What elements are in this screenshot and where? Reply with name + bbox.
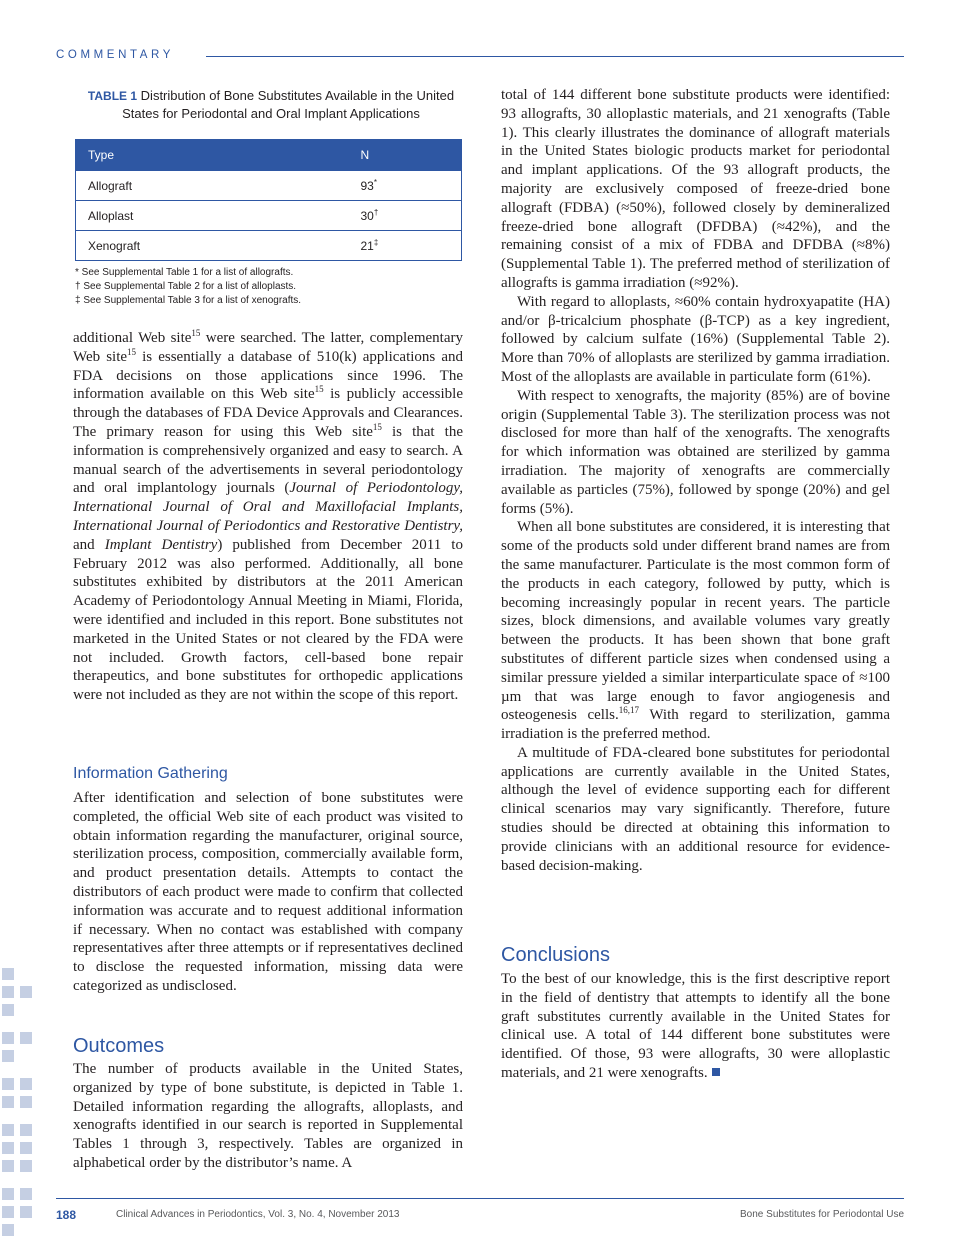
- information-gathering-text: [73, 789, 463, 996]
- cell-n-mark: †: [373, 208, 379, 217]
- table-header-row: [76, 140, 462, 171]
- paragraph: total of 144 different bone substitute products were identified: 93 allografts, 30 alloplastic materials, and 21 xenografts (Table 1). This clearly illustrates the dominance of allograft materials in the United States biologic products market for periodontal and implant applications. Of the 93 allograft products, the majority are exclusively composed of freeze-dried bone allograft (FDBA) (≈50%), followed closely by demineralized freeze-dried bone allograft (DFDBA) (≈42%), and the remaining consist of a mix of FDBA and DFDBA (≈8%) (Supplemental Table 1). The preferred method of sterilization of allografts is gamma irradiation (≈92%).: [501, 87, 890, 291]
- table-row: [76, 171, 462, 201]
- conclusions-text: [501, 970, 890, 1083]
- paragraph: additional Web site$^{15}$ were searched. The latter, complementary Web site$^{15}$ is essentially a database of 510(k) applications and FDA decisions on those applications since 1996. The information available on this Web site$^{15}$ is publicly accessible through the databases of FDA Device Approvals and Clearances. The primary reason for using this Web site$^{15}$ is that the information is comprehensively organized and easy to search. A manual search of the advertisements in several periodontology and oral implantology journals (Journal of Periodontology, International Journal of Oral and Maxillofacial Implants, International Journal of Periodontics and Restorative Dentistry, and Implant Dentistry) published from December 2011 to February 2012 was also performed. Additionally, all bone substitutes exhibited by distributors at the 2011 American Academy of Periodontology Annual Meeting in Miami, Florida, were identified and included in this report. Bone substitutes not marketed in the United States or not cleared by the FDA were not included. Growth factors, cell-based bone repair therapeutics, and bone substitutes for orthopedic applications were not included as they are not within the scope of this report.: [73, 328, 464, 704]
- heading-conclusions: Conclusions: [501, 944, 610, 966]
- heading-outcomes: Outcomes: [73, 1035, 165, 1057]
- table-caption: [76, 87, 466, 123]
- footnote: ‡ See Supplemental Table 3 for a list of xenografts.: [75, 295, 302, 306]
- paragraph: To the best of our knowledge, this is the first descriptive report in the field of dentistry that attempts to identify all the bone graft substitutes currently available in the United States for clinical use. A total of 144 different bone substitutes were identified. Of those, 93 were allografts, 30 were alloplastic materials, and 21 were xenografts.: [501, 971, 890, 1081]
- cell-type: Alloplast: [76, 201, 361, 231]
- paragraph: After identification and selection of bone substitutes were completed, the official Web site of each product was visited to obtain information regarding the manufacturer, original source, sterilization process, composition, commercially available form, and product presentation details. Attempts to contact the distributors of each product were made to confirm that collected information was accurate and to request additional information if necessary. When no contact was established with company representatives after three attempts or if representatives declined to disclose the requested information, missing data were categorized as undisclosed.: [73, 790, 463, 994]
- outcomes-text: [73, 1060, 463, 1173]
- footnote: † See Supplemental Table 2 for a list of alloplasts.: [75, 281, 297, 292]
- paragraph: With respect to xenografts, the majority (85%) are of bovine origin (Supplemental Table 3). The sterilization process was not disclosed for more than half of the xenografts. The xenografts for which information was obtained are sterilized by gamma irradiation. The majority of xenografts are commercially available as particles (75%), followed by sponge (20%) and gel forms (5%).: [501, 387, 890, 517]
- cell-n-value: 21: [360, 239, 374, 253]
- left-column-text: [73, 329, 463, 705]
- cell-n-value: 30: [360, 209, 374, 223]
- journal-citation: Clinical Advances in Periodontics, Vol. 3, No. 4, November 2013: [116, 1209, 400, 1220]
- section-label: COMMENTARY: [56, 49, 174, 61]
- cell-n-mark: *: [373, 178, 377, 187]
- cell-n: [361, 201, 462, 231]
- cell-type: Allograft: [76, 171, 361, 201]
- distribution-table: [75, 139, 462, 261]
- running-header: [56, 49, 904, 63]
- column-header-type: Type: [76, 140, 361, 171]
- table-row: [76, 201, 462, 231]
- sidebar-decoration: [0, 960, 36, 1242]
- header-rule: [206, 56, 904, 57]
- table-footnotes: [75, 266, 465, 308]
- paragraph: When all bone substitutes are considered, it is interesting that some of the products sold under different brand names are from the same manufacturer. Particulate is the most common form of the products in each category, followed by putty, which is becoming increasingly popular in recent years. The particle sizes, block dimensions, and available volumes vary greatly between the products. It has been shown that bone graft substitutes of different particle sizes when condensed using a similar pressure yielded a similar interparticulate space of ≈100 µm that was large enough to favor angiogenesis and osteogenesis cells.$^{16,17}$ With regard to sterilization, gamma irradiation is the preferred method.: [501, 519, 891, 743]
- footnote: * See Supplemental Table 1 for a list of allografts.: [75, 267, 294, 278]
- footer-rule: [56, 1198, 904, 1199]
- paragraph: The number of products available in the United States, organized by type of bone substitute, is depicted in Table 1. Detailed information regarding the allografts, alloplasts, and xenografts identified in our search is reported in Supplemental Tables 1 through 3, respectively. Tables are organized in alphabetical order by the distributor’s name. A: [73, 1061, 463, 1171]
- cell-n: [361, 231, 462, 261]
- paragraph: A multitude of FDA-cleared bone substitutes for periodontal applications are currently available in the United States, although the level of evidence supporting each for different clinical scenarios may vary significantly. Therefore, future studies should be directed at obtaining this information to provide clinicians with an additional resource for evidence-based decision-making.: [501, 744, 890, 874]
- page-number: 188: [56, 1208, 77, 1222]
- right-column-text: [501, 86, 890, 875]
- cell-n: [361, 171, 462, 201]
- heading-information-gathering: Information Gathering: [73, 765, 228, 782]
- table-row: [76, 231, 462, 261]
- running-footer: [56, 1198, 904, 1222]
- cell-type: Xenograft: [76, 231, 361, 261]
- column-header-n: N: [361, 140, 462, 171]
- paragraph: With regard to alloplasts, ≈60% contain hydroxyapatite (HA) and/or β-tricalcium phosphate (β-TCP) as a key ingredient, followed by calcium sulfate (16%) (Supplemental Table 2). More than 70% of alloplasts are sterilized by gamma irradiation. Most of the alloplasts are available in particulate form (61%).: [501, 293, 890, 385]
- table-label: TABLE 1: [87, 89, 138, 103]
- end-mark-icon: [712, 1068, 720, 1076]
- table-caption-text: Distribution of Bone Substitutes Available in the United States for Periodontal and Oral Implant Applications: [122, 88, 455, 121]
- cell-n-value: 93: [360, 179, 374, 193]
- short-title: Bone Substitutes for Periodontal Use: [740, 1209, 904, 1220]
- cell-n-mark: ‡: [373, 238, 379, 247]
